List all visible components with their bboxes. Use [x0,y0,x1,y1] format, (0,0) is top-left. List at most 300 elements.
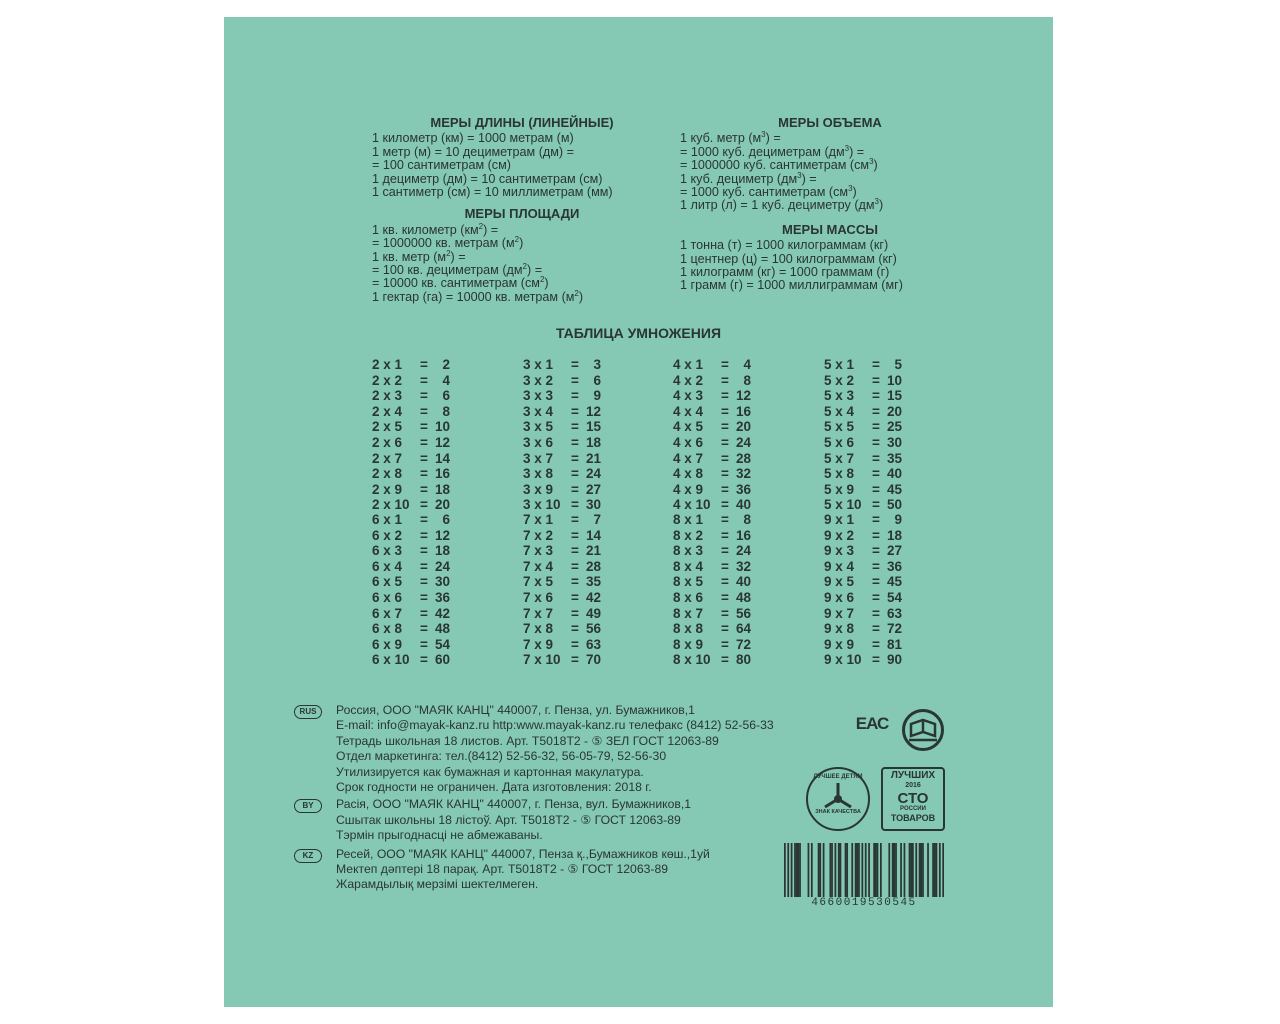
multiplication-expression: 8 x 3 [673,543,704,559]
multiplication-result: 18 [434,481,450,497]
text-line: 1 гектар (га) = 10000 кв. метрам $(м^2)$ [372,288,584,304]
barcode-bar [927,843,929,897]
multiplication-expression: 7 x 6 [523,589,554,605]
equals-sign: = [872,543,880,559]
equals-sign: = [571,403,579,419]
barcode-bar [799,843,801,897]
equals-sign: = [571,527,579,543]
multiplication-expression: 5 x 7 [824,450,855,466]
multiplication-result: 28 [735,450,751,466]
equals-sign: = [420,419,428,435]
multiplication-result: 35 [585,574,601,590]
multiplication-row [523,373,653,389]
barcode-bar [888,843,890,897]
barcode-bar [932,843,934,897]
multiplication-result: 24 [585,466,601,482]
multiplication-result: 27 [585,481,601,497]
multiplication-result: 6 [442,512,450,527]
multiplication-expression: 5 x 5 [824,419,855,435]
multiplication-result: 25 [886,419,902,435]
equals-sign: = [571,466,579,482]
multiplication-result: 18 [434,543,450,559]
multiplication-expression: 5 x 3 [824,388,855,404]
multiplication-column-6 [372,512,502,668]
multiplication-result: 70 [585,652,601,668]
multiplication-expression: 7 x 1 [523,512,554,527]
imprint-rus [299,703,868,795]
barcode-bar [939,843,941,897]
multiplication-row [824,435,954,451]
multiplication-row [824,606,954,622]
multiplication-row [523,419,653,435]
multiplication-row [824,590,954,606]
equals-sign: = [420,558,428,574]
text-line: 1 куб. дециметр $(дм^3)$ = [680,170,817,186]
multiplication-result: 72 [735,636,751,652]
multiplication-result: 63 [585,636,601,652]
equals-sign: = [571,357,579,372]
multiplication-result: 24 [434,558,450,574]
barcode-bar [936,843,938,897]
multiplication-result: 18 [886,527,902,543]
multiplication-expression: 5 x 6 [824,434,855,450]
multiplication-result: 42 [434,605,450,621]
multiplication-expression: 8 x 8 [673,621,704,637]
equals-sign: = [420,543,428,559]
multiplication-column-8 [673,512,803,668]
text-line: Отдел маркетинга: тел.(8412) 52-56-32, 56-05-79, 52-56-30 [336,749,667,764]
multiplication-row [824,451,954,467]
equals-sign: = [872,512,880,527]
equals-sign: = [571,589,579,605]
multiplication-result: 6 [593,372,601,388]
multiplication-row [673,419,803,435]
equals-sign: = [872,652,880,668]
multiplication-expression: 3 x 4 [523,403,554,419]
equals-sign: = [721,419,729,435]
equals-sign: = [571,605,579,621]
equals-sign: = [721,621,729,637]
equals-sign: = [420,574,428,590]
multiplication-expression: 2 x 7 [372,450,403,466]
multiplication-result: 40 [886,466,902,482]
multiplication-expression: 9 x 8 [824,621,855,637]
multiplication-expression: 4 x 6 [673,434,704,450]
multiplication-result: 20 [886,403,902,419]
multiplication-expression: 5 x 4 [824,403,855,419]
equals-sign: = [721,574,729,590]
multiplication-result: 42 [585,589,601,605]
seal-round-top: ЛУЧШЕЕ ДЕТЯМ [813,774,863,780]
equals-sign: = [420,357,428,372]
multiplication-expression: 6 x 1 [372,512,403,527]
multiplication-expression: 9 x 1 [824,512,855,527]
multiplication-row [372,466,502,482]
multiplication-row [673,621,803,637]
multiplication-row [673,559,803,575]
barcode-bar [920,843,922,897]
multiplication-result: 15 [886,388,902,404]
multiplication-expression: 3 x 5 [523,419,554,435]
multiplication-expression: 6 x 9 [372,636,403,652]
multiplication-result: 80 [735,652,751,668]
multiplication-row [824,466,954,482]
text-line: Сшытак школьны 18 лістоў. Арт. Т5018Т2 - ⑤ ГОСТ 12063-89 [336,812,681,827]
multiplication-row [372,559,502,575]
barcode-bar [934,843,936,897]
equals-sign: = [420,403,428,419]
barcode-bar [831,843,833,897]
equals-sign: = [721,652,729,668]
text-line: = 1000 куб. дециметрам $(дм^3)$ = [680,143,865,159]
multiplication-expression: 4 x 3 [673,388,704,404]
multiplication-row [372,419,502,435]
imprint-rus-lines [336,703,868,795]
multiplication-row [372,404,502,420]
text-line: Жарамдылық мерзімі шектелмеген. [336,877,539,892]
barcode-bar [823,843,825,897]
notebook-back-cover [224,17,1053,1007]
multiplication-expression: 4 x 9 [673,481,704,497]
multiplication-row [824,528,954,544]
multiplication-expression: 9 x 3 [824,543,855,559]
multiplication-result: 16 [434,466,450,482]
multiplication-result: 60 [434,652,450,668]
multiplication-row [372,357,502,373]
multiplication-result: 9 [894,512,902,527]
multiplication-expression: 2 x 8 [372,466,403,482]
seal-square-bottom: ТОВАРОВ [890,813,936,823]
multiplication-expression: 8 x 5 [673,574,704,590]
multiplication-expression: 6 x 5 [372,574,403,590]
equals-sign: = [571,543,579,559]
multiplication-result: 90 [886,652,902,668]
multiplication-result: 81 [886,636,902,652]
multiplication-row [372,388,502,404]
multiplication-row [372,606,502,622]
barcode-bar [787,843,789,897]
text-line: 1 кв. километр $(км^2)$ = [372,221,499,237]
multiplication-expression: 3 x 10 [523,497,561,513]
eac-mark-text: ЕАС [855,714,889,733]
multiplication-row [824,574,954,590]
barcode-bar [942,843,944,897]
seal-round-bottom: ЗНАК КАЧЕСТВА [815,809,861,815]
multiplication-row [673,512,803,528]
barcode-bar [895,843,897,897]
equals-sign: = [721,497,729,513]
multiplication-row [824,543,954,559]
multiplication-result: 30 [585,497,601,513]
multiplication-result: 24 [735,543,751,559]
equals-sign: = [721,527,729,543]
barcode-bar [910,843,912,897]
imprint-by [302,797,868,843]
multiplication-expression: 3 x 8 [523,466,554,482]
multiplication-result: 12 [434,434,450,450]
multiplication-result: 32 [735,466,751,482]
multiplication-result: 9 [593,388,601,404]
multiplication-expression: 6 x 6 [372,589,403,605]
multiplication-row [673,590,803,606]
equals-sign: = [721,605,729,621]
equals-sign: = [721,434,729,450]
multiplication-column-9 [824,512,954,668]
multiplication-expression: 3 x 6 [523,434,554,450]
barcode-bar [873,843,875,897]
multiplication-result: 21 [585,543,601,559]
multiplication-row [372,482,502,498]
barcode-bar [840,843,842,897]
equals-sign: = [420,450,428,466]
barcode-bar [845,843,847,897]
equals-sign: = [721,512,729,527]
equals-sign: = [571,652,579,668]
multiplication-expression: 6 x 4 [372,558,403,574]
barcode-bar [818,843,820,897]
barcode-bar [796,843,798,897]
multiplication-result: 54 [886,589,902,605]
barcode-bar [791,843,793,897]
equals-sign: = [872,450,880,466]
barcode-bar [851,843,853,897]
multiplication-result: 32 [735,558,751,574]
multiplication-row [523,621,653,637]
multiplication-expression: 4 x 2 [673,372,704,388]
multiplication-expression: 7 x 8 [523,621,554,637]
multiplication-result: 40 [735,574,751,590]
text-line: 1 километр (км) = 1000 метрам (м) [372,131,574,146]
multiplication-result: 54 [434,636,450,652]
equals-sign: = [571,636,579,652]
multiplication-expression: 5 x 1 [824,357,855,372]
equals-sign: = [872,621,880,637]
equals-sign: = [721,372,729,388]
multiplication-result: 27 [886,543,902,559]
length-lines [372,132,672,199]
multiplication-row [523,512,653,528]
multiplication-row [824,404,954,420]
country-badge-rus: RUS [294,705,322,719]
multiplication-result: 16 [735,403,751,419]
multiplication-expression: 7 x 9 [523,636,554,652]
multiplication-row [372,621,502,637]
barcode-bar [855,843,857,897]
equals-sign: = [721,543,729,559]
equals-sign: = [721,466,729,482]
multiplication-expression: 8 x 6 [673,589,704,605]
equals-sign: = [721,589,729,605]
multiplication-result: 12 [434,527,450,543]
barcode-bar [875,843,877,897]
volume-title: МЕРЫ ОБЪЕМА [778,115,882,130]
multiplication-result: 36 [434,589,450,605]
eac-mark-icon [855,709,889,743]
barcode-bar [909,843,911,897]
multiplication-result: 3 [593,357,601,372]
barcode-bar [861,843,863,897]
mass-lines [680,239,980,293]
multiplication-expression: 7 x 4 [523,558,554,574]
equals-sign: = [872,497,880,513]
multiplication-result: 36 [886,558,902,574]
multiplication-expression: 8 x 9 [673,636,704,652]
multiplication-result: 21 [585,450,601,466]
multiplication-result: 64 [735,621,751,637]
multiplication-row [673,652,803,668]
equals-sign: = [571,388,579,404]
multiplication-row [523,357,653,373]
multiplication-column-2 [372,357,502,513]
multiplication-row [824,482,954,498]
multiplication-row [824,357,954,373]
equals-sign: = [571,558,579,574]
multiplication-row [372,652,502,668]
area-title: МЕРЫ ПЛОЩАДИ [464,206,580,222]
multiplication-expression: 2 x 6 [372,434,403,450]
multiplication-expression: 5 x 9 [824,481,855,497]
text-line: = 1000000 кв. метрам $(м^2)$ [372,235,524,251]
multiplication-expression: 5 x 2 [824,372,855,388]
multiplication-row [372,497,502,513]
multiplication-row [372,435,502,451]
equals-sign: = [721,450,729,466]
equals-sign: = [420,512,428,527]
equals-sign: = [872,636,880,652]
multiplication-row [673,528,803,544]
equals-sign: = [721,636,729,652]
equals-sign: = [721,388,729,404]
multiplication-expression: 6 x 8 [372,621,403,637]
equals-sign: = [872,574,880,590]
multiplication-row [523,497,653,513]
seal-square-sub: РОССИИ [900,806,926,812]
multiplication-expression: 7 x 10 [523,652,561,668]
barcode-bar [811,843,813,897]
barcode-bar [893,843,895,897]
barcode-bar [915,843,917,897]
quality-seal-round [806,767,870,831]
multiplication-row [372,528,502,544]
text-line: 1 грамм (г) = 1000 миллиграммам (мг) [680,278,903,293]
multiplication-row [523,482,653,498]
text-line: 1 литр (л) = 1 куб. дециметру $(дм^3)$ [680,197,884,213]
imprint-by-lines [336,797,868,843]
equals-sign: = [721,481,729,497]
multiplication-row [824,621,954,637]
text-line: 1 метр (м) = 10 дециметрам (дм) = [372,144,574,159]
equals-sign: = [571,512,579,527]
multiplication-row [673,404,803,420]
equals-sign: = [872,357,880,372]
multiplication-expression: 8 x 2 [673,527,704,543]
multiplication-expression: 4 x 5 [673,419,704,435]
barcode-bar [868,843,870,897]
equals-sign: = [571,574,579,590]
multiplication-row [824,652,954,668]
text-line: = 1000000 куб. сантиметрам $(см^3)$ [680,157,878,173]
text-line: 1 тонна (т) = 1000 килограммам (кг) [680,238,889,253]
equals-sign: = [721,403,729,419]
barcode-bar [808,843,810,897]
multiplication-expression: 6 x 2 [372,527,403,543]
multiplication-row [523,451,653,467]
text-line: Расія, ООО "МАЯК КАНЦ" 440007, г. Пенза, вул. Бумажников,1 [336,797,692,812]
multiplication-row [372,512,502,528]
multiplication-row [673,466,803,482]
barcode-bar [784,843,786,897]
open-book-icon [902,709,944,751]
volume-lines [680,132,980,212]
multiplication-column-4 [673,357,803,513]
multiplication-row [673,574,803,590]
multiplication-row [824,419,954,435]
multiplication-row [372,451,502,467]
multiplication-expression: 9 x 5 [824,574,855,590]
equals-sign: = [872,419,880,435]
multiplication-expression: 2 x 4 [372,403,403,419]
barcode-bar [904,843,906,897]
multiplication-result: 40 [735,497,751,513]
quality-star-icon [821,781,855,809]
multiplication-result: 4 [442,372,450,388]
multiplication-row [523,652,653,668]
multiplication-row [523,543,653,559]
multiplication-result: 49 [585,605,601,621]
multiplication-expression: 2 x 5 [372,419,403,435]
country-badge-by: BY [294,799,322,813]
multiplication-expression: 9 x 6 [824,589,855,605]
barcode-bar [856,843,858,897]
text-line: = 100 кв. дециметрам $(дм^2)$ = [372,262,543,278]
multiplication-row [523,637,653,653]
multiplication-row [673,497,803,513]
multiplication-result: 14 [585,527,601,543]
multiplication-row [673,388,803,404]
multiplication-result: 45 [886,574,902,590]
multiplication-expression: 3 x 1 [523,357,554,372]
equals-sign: = [420,481,428,497]
multiplication-expression: 2 x 10 [372,497,410,513]
multiplication-row [824,388,954,404]
multiplication-result: 8 [442,403,450,419]
multiplication-result: 10 [434,419,450,435]
multiplication-result: 30 [434,574,450,590]
barcode [784,843,944,897]
seal-square-mid: СТО [897,790,929,807]
equals-sign: = [420,605,428,621]
barcode-bar [829,843,831,897]
multiplication-row [673,482,803,498]
equals-sign: = [872,589,880,605]
barcode-bar [919,843,921,897]
multiplication-result: 48 [735,589,751,605]
multiplication-row [372,373,502,389]
multiplication-row [372,574,502,590]
multiplication-row [673,357,803,373]
area-lines [372,221,672,304]
equals-sign: = [872,481,880,497]
multiplication-expression: 4 x 10 [673,497,711,513]
multiplication-row [824,373,954,389]
equals-sign: = [872,558,880,574]
text-line: E-mail: info@mayak-kanz.ru http:www.mayak-kanz.ru телефакс (8412) 52-56-33 [336,718,774,733]
multiplication-column-7 [523,512,653,668]
multiplication-result: 16 [735,527,751,543]
multiplication-row [824,497,954,513]
multiplication-expression: 2 x 1 [372,357,403,372]
equals-sign: = [571,481,579,497]
